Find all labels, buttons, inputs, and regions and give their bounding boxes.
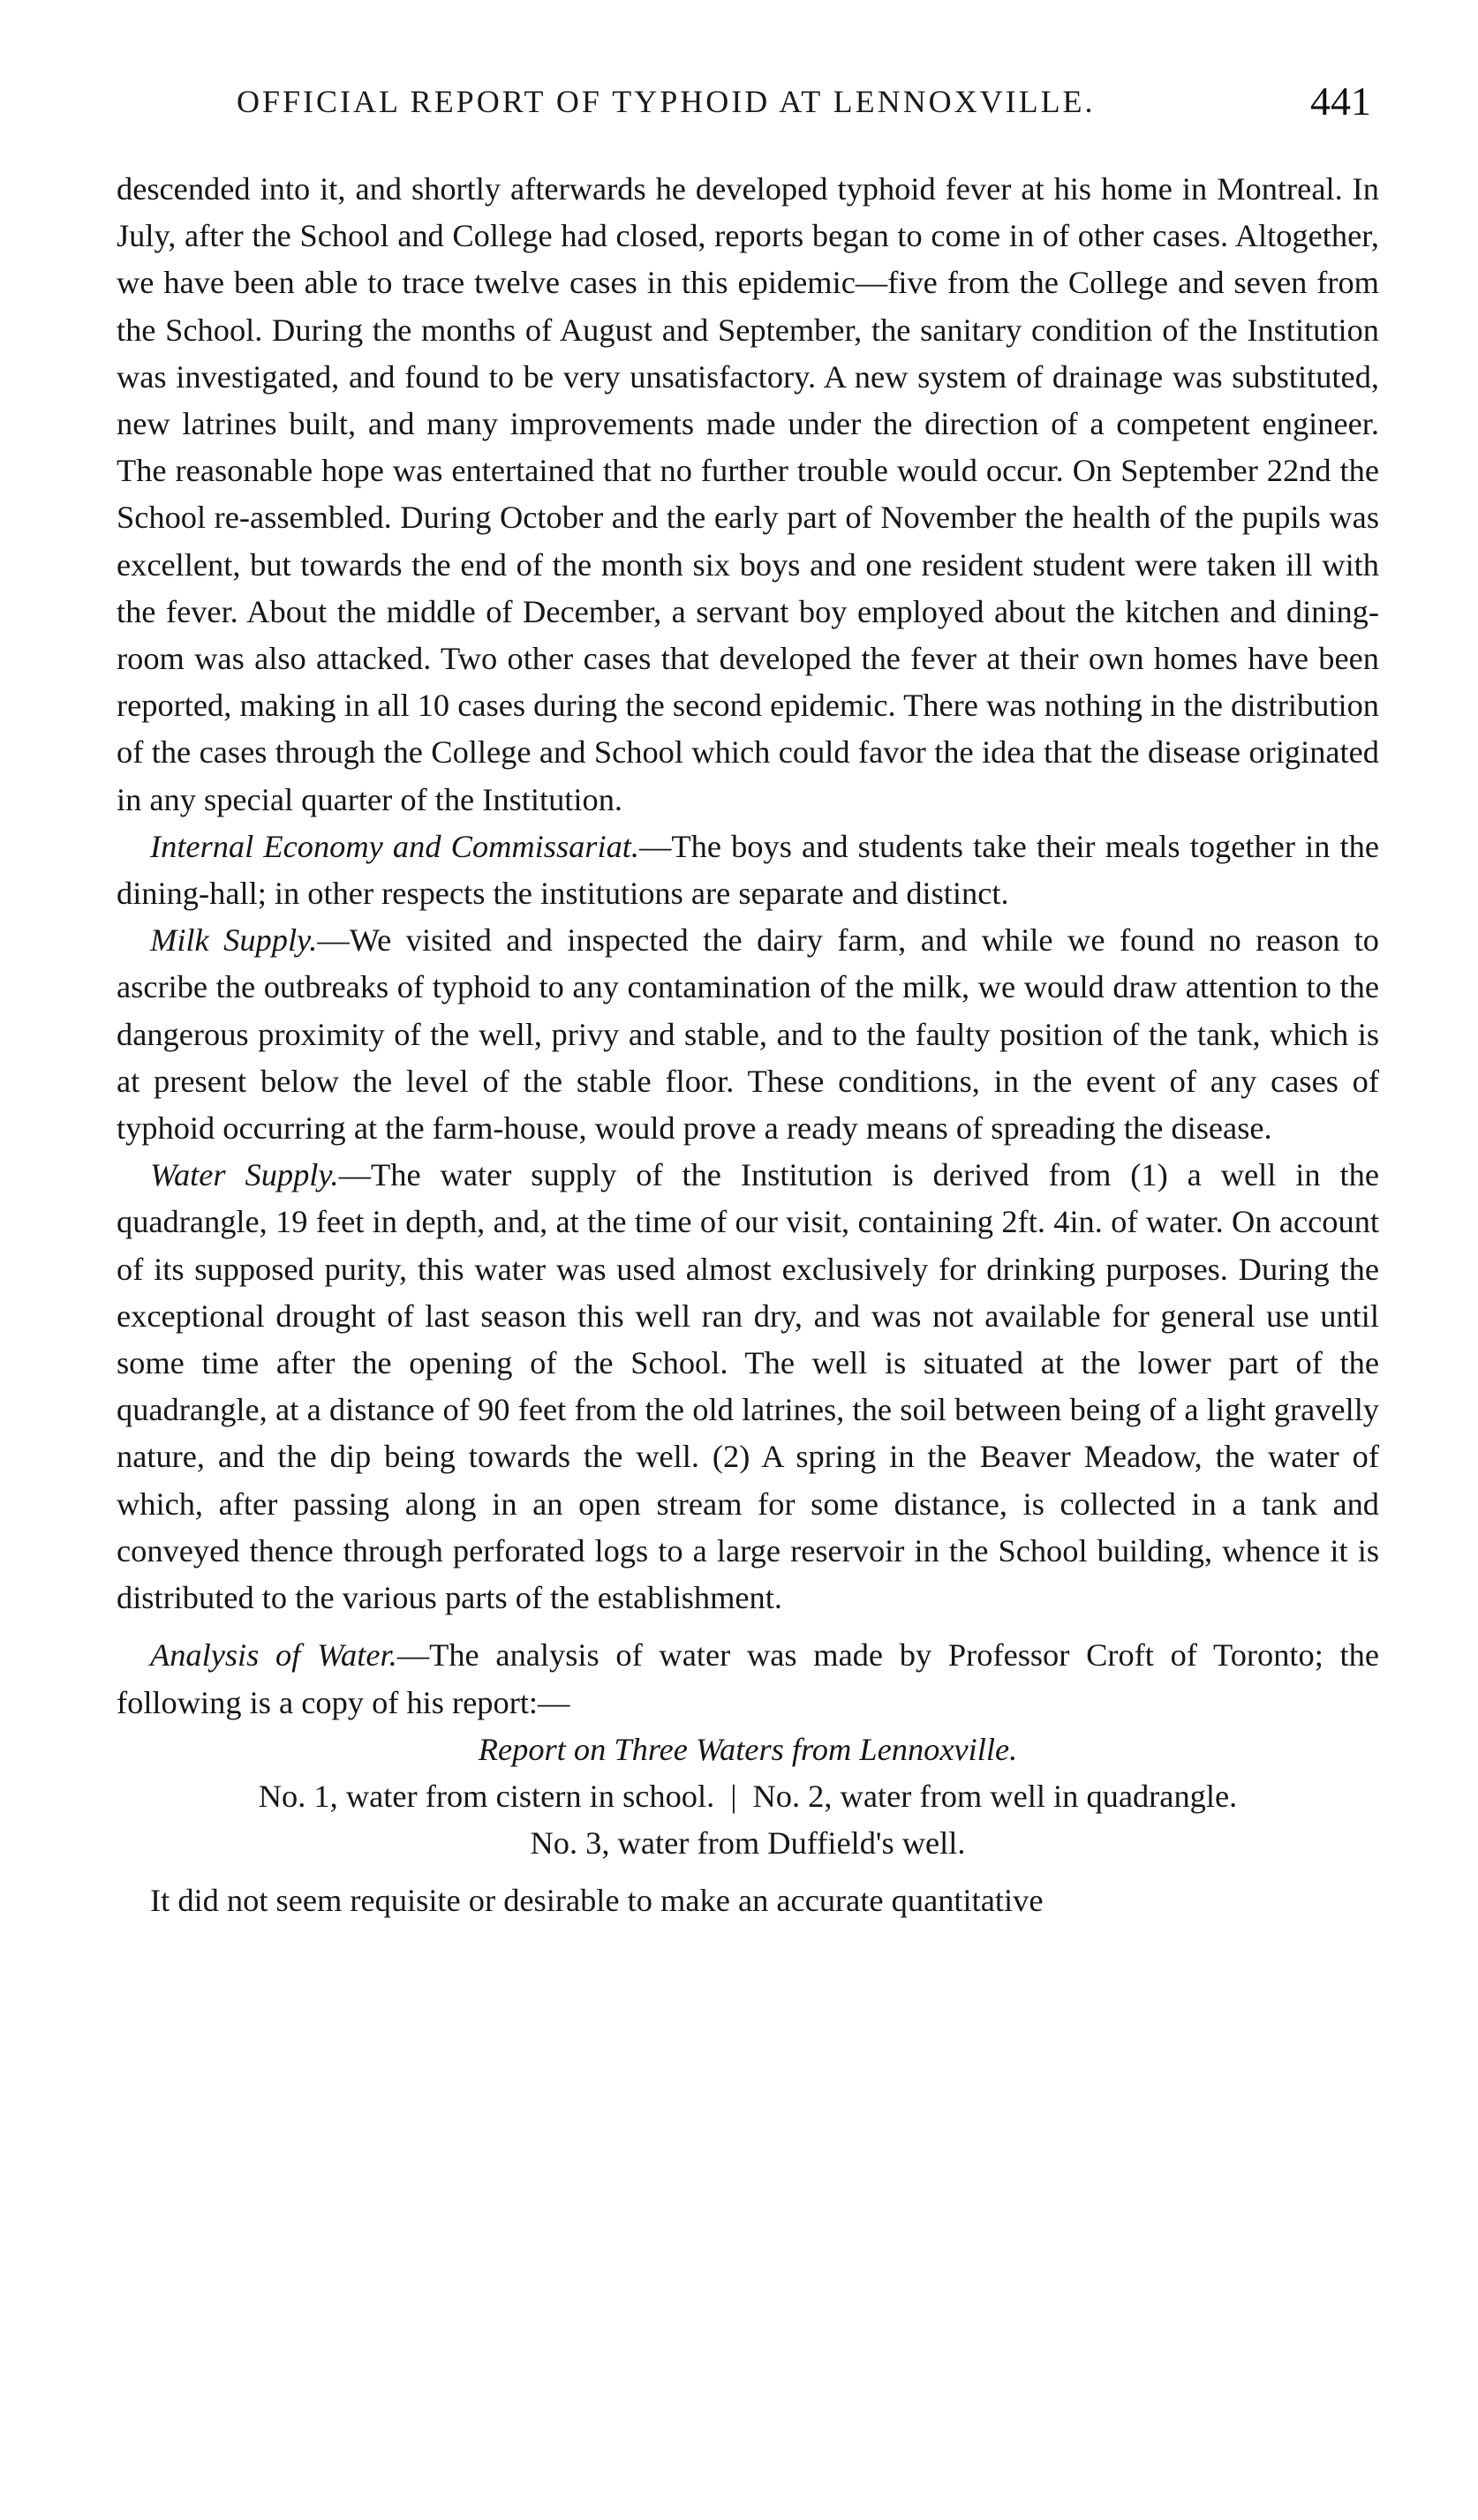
- internal-economy-text: —The boys and students take their meals together in the dining-hall; in other respects the institutions are separate and distinct.: [117, 828, 1379, 912]
- body-text: [117, 166, 1379, 1925]
- running-title: OFFICIAL REPORT OF TYPHOID AT LENNOXVILLE.: [237, 84, 1096, 119]
- sample-list-line-1: [117, 1773, 1379, 1820]
- sample-list-line-2: [117, 1820, 1379, 1867]
- milk-supply-text: —We visited and inspected the dairy farm, and while we found no reason to ascribe the outbreaks of typhoid to any contamination of the milk, we would draw attention to the dangerous proximity of the well, privy and stable, and to the faulty position of the tank, which is at present below the level of the stable floor. These conditions, in the event of any cases of typhoid occurring at the farm-house, would prove a ready means of spreading the disease.: [117, 922, 1379, 1147]
- paragraph-quantitative: It did not seem requisite or desirable to make an accurate quantitative: [150, 1883, 1044, 1919]
- sample-2: No. 2, water from well in quadrangle.: [752, 1778, 1238, 1814]
- paragraph-epidemic-cases: descended into it, and shortly afterwards he developed typhoid fever at his home in Montreal. In July, after the School and College had closed, reports began to come in of other cases. Altogether, we have been able to trace twelve cases in this epidemic—five from the College and seven from the School. During the months of August and September, the sanitary condition of the Institution was investigated, and found to be very unsatisfactory. A new system of drainage was substituted, new latrines built, and many improvements made under the direction of a competent engineer. The reasonable hope was entertained that no further trouble would occur. On September 22nd the School re-assembled. During October and the early part of November the health of the pupils was excellent, but towards the end of the month six boys and one resident student were taken ill with the fever. About the middle of December, a servant boy employed about the kitchen and dining-room was also attacked. Two other cases that developed the fever at their own homes have been reported, making in all 10 cases during the second epidemic. There was nothing in the distribution of the cases through the College and School which could favor the idea that the disease originated in any special quarter of the Institution.: [117, 171, 1379, 817]
- report-title: Report on Three Waters from Lennoxville.: [478, 1731, 1018, 1767]
- page-number: 441: [1310, 79, 1371, 124]
- paragraph-milk-supply: [117, 917, 1379, 1152]
- running-header: [237, 78, 1384, 131]
- water-supply-text: —The water supply of the Institution is derived from (1) a well in the quadrangle, 19 feet in depth, and, at the time of our visit, containing 2ft. 4in. of water. On account of its supposed purity, this water was used almost exclusively for drinking purposes. During the exceptional drought of last season this well ran dry, and was not available for general use until some time after the opening of the School. The well is situated at the lower part of the quadrangle, at a distance of 90 feet from the old latrines, the soil between being of a light gravelly nature, and the dip being towards the well. (2) A spring in the Beaver Meadow, the water of which, after passing along in an open stream for some distance, is collected in a tank and conveyed thence through perforated logs to a large reservoir in the School building, whence it is distributed to the various parts of the establishment.: [117, 1157, 1379, 1616]
- water-supply-heading: Water Supply.: [150, 1157, 339, 1193]
- paragraph-gap: [117, 1621, 1379, 1632]
- paragraph-internal-economy: [117, 824, 1379, 917]
- sample-1: No. 1, water from cistern in school.: [258, 1778, 715, 1814]
- paragraph-gap: [117, 1867, 1379, 1877]
- paragraph-analysis-of-water: [117, 1632, 1379, 1726]
- internal-economy-heading: Internal Economy and Commissariat.: [150, 828, 639, 864]
- sample-separator: |: [730, 1778, 737, 1814]
- sample-3: No. 3, water from Duffield's well.: [530, 1825, 966, 1862]
- milk-supply-heading: Milk Supply.: [150, 922, 318, 959]
- analysis-text: —The analysis of water was made by Professor Croft of Toronto; the following is a copy of his report:—: [117, 1637, 1379, 1720]
- paragraph-water-supply: [117, 1152, 1379, 1621]
- analysis-heading: Analysis of Water.: [150, 1637, 397, 1674]
